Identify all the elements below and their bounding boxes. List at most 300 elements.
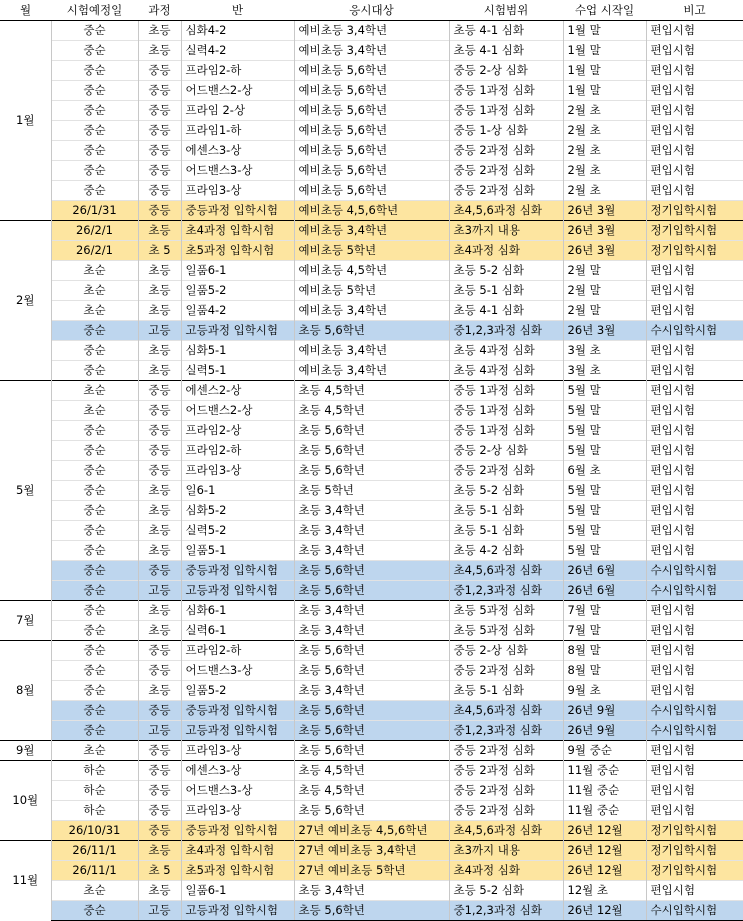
note-cell: 편입시험 [646, 81, 743, 101]
table-row [0, 601, 743, 621]
table-row [0, 241, 743, 261]
exam-date-cell: 중순 [51, 621, 138, 641]
start-date-cell: 3월 초 [563, 341, 646, 361]
course-cell: 중등 [138, 141, 181, 161]
class-cell: 고등과정 입학시험 [181, 721, 294, 741]
range-cell: 초4과정 심화 [449, 861, 563, 881]
class-cell: 실력5-1 [181, 361, 294, 381]
note-cell: 편입시험 [646, 501, 743, 521]
table-row [0, 101, 743, 121]
range-cell: 중등 2-상 심화 [449, 641, 563, 661]
note-cell: 편입시험 [646, 881, 743, 901]
range-cell: 중등 2과정 심화 [449, 801, 563, 821]
target-cell: 예비초등 5,6학년 [294, 81, 449, 101]
table-row [0, 281, 743, 301]
start-date-cell: 5월 말 [563, 521, 646, 541]
table-row [0, 201, 743, 221]
start-date-cell: 26년 3월 [563, 321, 646, 341]
exam-date-cell: 중순 [51, 441, 138, 461]
exam-date-cell: 26/2/1 [51, 221, 138, 241]
table-body [0, 21, 743, 921]
start-date-cell: 12월 초 [563, 881, 646, 901]
note-cell: 편입시험 [646, 61, 743, 81]
course-cell: 초등 [138, 261, 181, 281]
class-cell: 프라임 2-상 [181, 101, 294, 121]
target-cell: 초등 5,6학년 [294, 461, 449, 481]
class-cell: 중등과정 입학시험 [181, 201, 294, 221]
exam-date-cell: 중순 [51, 361, 138, 381]
class-cell: 어드밴스3-상 [181, 781, 294, 801]
exam-date-cell: 26/10/31 [51, 821, 138, 841]
table-row [0, 321, 743, 341]
note-cell: 편입시험 [646, 541, 743, 561]
exam-date-cell: 중순 [51, 581, 138, 601]
class-cell: 일품5-2 [181, 681, 294, 701]
range-cell: 중등 2과정 심화 [449, 181, 563, 201]
exam-date-cell: 중순 [51, 521, 138, 541]
start-date-cell: 2월 말 [563, 301, 646, 321]
range-cell: 초등 5-1 심화 [449, 681, 563, 701]
class-cell: 실력5-2 [181, 521, 294, 541]
target-cell: 예비초등 5,6학년 [294, 181, 449, 201]
target-cell: 27년 예비초등 3,4학년 [294, 841, 449, 861]
table-row [0, 261, 743, 281]
course-cell: 중등 [138, 821, 181, 841]
start-date-cell: 26년 9월 [563, 721, 646, 741]
course-cell: 중등 [138, 161, 181, 181]
range-cell: 중등 1-상 심화 [449, 121, 563, 141]
course-cell: 중등 [138, 121, 181, 141]
table-row [0, 461, 743, 481]
start-date-cell: 5월 말 [563, 541, 646, 561]
class-cell: 실력6-1 [181, 621, 294, 641]
class-cell: 심화5-2 [181, 501, 294, 521]
target-cell: 예비초등 5,6학년 [294, 61, 449, 81]
note-cell: 수시입학시험 [646, 901, 743, 921]
start-date-cell: 8월 말 [563, 661, 646, 681]
class-cell: 프라임3-상 [181, 181, 294, 201]
table-row [0, 381, 743, 401]
start-date-cell: 11월 중순 [563, 801, 646, 821]
note-cell: 편입시험 [646, 661, 743, 681]
table-row [0, 221, 743, 241]
target-cell: 초등 3,4학년 [294, 621, 449, 641]
target-cell: 초등 5,6학년 [294, 641, 449, 661]
exam-date-cell: 중순 [51, 341, 138, 361]
range-cell: 초등 5과정 심화 [449, 621, 563, 641]
course-cell: 중등 [138, 381, 181, 401]
table-row [0, 621, 743, 641]
course-cell: 초등 [138, 281, 181, 301]
class-cell: 일품5-2 [181, 281, 294, 301]
table-row [0, 141, 743, 161]
range-cell: 중1,2,3과정 심화 [449, 581, 563, 601]
start-date-cell: 11월 중순 [563, 781, 646, 801]
start-date-cell: 2월 초 [563, 121, 646, 141]
course-cell: 초등 [138, 21, 181, 41]
start-date-cell: 26년 6월 [563, 581, 646, 601]
target-cell: 초등 5,6학년 [294, 441, 449, 461]
range-cell: 중등 2과정 심화 [449, 761, 563, 781]
start-date-cell: 2월 초 [563, 161, 646, 181]
target-cell: 초등 5학년 [294, 481, 449, 501]
course-cell: 중등 [138, 421, 181, 441]
table-row [0, 161, 743, 181]
exam-date-cell: 중순 [51, 61, 138, 81]
class-cell: 프라임2-상 [181, 421, 294, 441]
start-date-cell: 5월 말 [563, 421, 646, 441]
start-date-cell: 26년 12월 [563, 861, 646, 881]
class-cell: 심화6-1 [181, 601, 294, 621]
exam-date-cell: 중순 [51, 21, 138, 41]
range-cell: 초4,5,6과정 심화 [449, 821, 563, 841]
range-cell: 초4과정 심화 [449, 241, 563, 261]
target-cell: 27년 예비초등 5학년 [294, 861, 449, 881]
header-class: 반 [181, 0, 294, 21]
header-row [0, 0, 743, 21]
month-cell: 10월 [0, 761, 51, 841]
target-cell: 초등 5,6학년 [294, 741, 449, 761]
range-cell: 중등 2과정 심화 [449, 661, 563, 681]
start-date-cell: 5월 말 [563, 481, 646, 501]
class-cell: 에센스3-상 [181, 141, 294, 161]
course-cell: 중등 [138, 661, 181, 681]
target-cell: 예비초등 3,4학년 [294, 21, 449, 41]
exam-date-cell: 중순 [51, 121, 138, 141]
range-cell: 초등 4과정 심화 [449, 361, 563, 381]
class-cell: 일품5-1 [181, 541, 294, 561]
note-cell: 정기입학시험 [646, 201, 743, 221]
note-cell: 정기입학시험 [646, 821, 743, 841]
course-cell: 초등 [138, 621, 181, 641]
exam-date-cell: 중순 [51, 321, 138, 341]
target-cell: 초등 3,4학년 [294, 521, 449, 541]
range-cell: 초3까지 내용 [449, 841, 563, 861]
range-cell: 초3까지 내용 [449, 221, 563, 241]
course-cell: 중등 [138, 201, 181, 221]
target-cell: 예비초등 3,4학년 [294, 341, 449, 361]
start-date-cell: 5월 말 [563, 381, 646, 401]
target-cell: 예비초등 5,6학년 [294, 101, 449, 121]
target-cell: 예비초등 5학년 [294, 281, 449, 301]
exam-date-cell: 26/11/1 [51, 841, 138, 861]
table-row [0, 881, 743, 901]
range-cell: 중1,2,3과정 심화 [449, 901, 563, 921]
table-row [0, 501, 743, 521]
course-cell: 초등 [138, 481, 181, 501]
target-cell: 초등 5,6학년 [294, 901, 449, 921]
course-cell: 초 5 [138, 861, 181, 881]
range-cell: 초등 5-1 심화 [449, 281, 563, 301]
exam-date-cell: 중순 [51, 701, 138, 721]
target-cell: 예비초등 3,4학년 [294, 361, 449, 381]
range-cell: 초등 4-1 심화 [449, 21, 563, 41]
start-date-cell: 26년 12월 [563, 821, 646, 841]
class-cell: 초5과정 입학시험 [181, 241, 294, 261]
exam-date-cell: 중순 [51, 421, 138, 441]
course-cell: 중등 [138, 741, 181, 761]
range-cell: 중1,2,3과정 심화 [449, 721, 563, 741]
month-cell: 5월 [0, 381, 51, 601]
table-row [0, 741, 743, 761]
exam-date-cell: 중순 [51, 721, 138, 741]
range-cell: 중등 2과정 심화 [449, 141, 563, 161]
exam-date-cell: 하순 [51, 781, 138, 801]
range-cell: 초등 4과정 심화 [449, 341, 563, 361]
class-cell: 고등과정 입학시험 [181, 581, 294, 601]
note-cell: 편입시험 [646, 381, 743, 401]
exam-date-cell: 중순 [51, 601, 138, 621]
course-cell: 중등 [138, 81, 181, 101]
class-cell: 중등과정 입학시험 [181, 821, 294, 841]
exam-date-cell: 중순 [51, 561, 138, 581]
target-cell: 초등 4,5학년 [294, 761, 449, 781]
target-cell: 초등 5,6학년 [294, 321, 449, 341]
target-cell: 예비초등 3,4학년 [294, 221, 449, 241]
course-cell: 초등 [138, 221, 181, 241]
range-cell: 초등 5-2 심화 [449, 481, 563, 501]
class-cell: 초4과정 입학시험 [181, 221, 294, 241]
month-cell: 8월 [0, 641, 51, 741]
course-cell: 중등 [138, 801, 181, 821]
target-cell: 예비초등 4,5,6학년 [294, 201, 449, 221]
range-cell: 중등 2과정 심화 [449, 461, 563, 481]
start-date-cell: 5월 말 [563, 441, 646, 461]
class-cell: 프라임3-상 [181, 461, 294, 481]
note-cell: 정기입학시험 [646, 841, 743, 861]
target-cell: 초등 5,6학년 [294, 581, 449, 601]
note-cell: 편입시험 [646, 361, 743, 381]
note-cell: 편입시험 [646, 781, 743, 801]
table-row [0, 581, 743, 601]
course-cell: 초등 [138, 521, 181, 541]
table-row [0, 641, 743, 661]
class-cell: 초4과정 입학시험 [181, 841, 294, 861]
course-cell: 중등 [138, 461, 181, 481]
range-cell: 중등 2과정 심화 [449, 781, 563, 801]
table-row [0, 61, 743, 81]
target-cell: 초등 4,5학년 [294, 381, 449, 401]
start-date-cell: 26년 12월 [563, 901, 646, 921]
table-row [0, 861, 743, 881]
table-row [0, 441, 743, 461]
exam-date-cell: 중순 [51, 181, 138, 201]
class-cell: 중등과정 입학시험 [181, 561, 294, 581]
course-cell: 중등 [138, 441, 181, 461]
course-cell: 초등 [138, 881, 181, 901]
range-cell: 초등 5-1 심화 [449, 521, 563, 541]
target-cell: 초등 3,4학년 [294, 501, 449, 521]
class-cell: 프라임3-상 [181, 741, 294, 761]
range-cell: 중등 1과정 심화 [449, 81, 563, 101]
table-row [0, 401, 743, 421]
table-row [0, 781, 743, 801]
range-cell: 초등 4-1 심화 [449, 301, 563, 321]
note-cell: 편입시험 [646, 181, 743, 201]
note-cell: 편입시험 [646, 741, 743, 761]
course-cell: 중등 [138, 641, 181, 661]
note-cell: 편입시험 [646, 621, 743, 641]
table-row [0, 181, 743, 201]
table-row [0, 701, 743, 721]
start-date-cell: 7월 말 [563, 601, 646, 621]
exam-date-cell: 중순 [51, 161, 138, 181]
note-cell: 정기입학시험 [646, 241, 743, 261]
note-cell: 편입시험 [646, 341, 743, 361]
class-cell: 프라임2-하 [181, 61, 294, 81]
month-cell: 2월 [0, 221, 51, 381]
month-cell: 9월 [0, 741, 51, 761]
course-cell: 초등 [138, 341, 181, 361]
note-cell: 수시입학시험 [646, 581, 743, 601]
table-row [0, 301, 743, 321]
start-date-cell: 26년 3월 [563, 221, 646, 241]
note-cell: 편입시험 [646, 761, 743, 781]
range-cell: 중등 1과정 심화 [449, 381, 563, 401]
table-row [0, 841, 743, 861]
class-cell: 에센스2-상 [181, 381, 294, 401]
target-cell: 초등 4,5학년 [294, 781, 449, 801]
class-cell: 프라임1-하 [181, 121, 294, 141]
exam-date-cell: 26/1/31 [51, 201, 138, 221]
class-cell: 일6-1 [181, 481, 294, 501]
note-cell: 편입시험 [646, 401, 743, 421]
target-cell: 초등 5,6학년 [294, 421, 449, 441]
class-cell: 고등과정 입학시험 [181, 901, 294, 921]
table-row [0, 121, 743, 141]
table-row [0, 661, 743, 681]
target-cell: 예비초등 4,5학년 [294, 261, 449, 281]
course-cell: 초등 [138, 361, 181, 381]
target-cell: 초등 3,4학년 [294, 881, 449, 901]
start-date-cell: 2월 초 [563, 141, 646, 161]
target-cell: 예비초등 3,4학년 [294, 41, 449, 61]
target-cell: 초등 3,4학년 [294, 541, 449, 561]
start-date-cell: 7월 말 [563, 621, 646, 641]
table-row [0, 81, 743, 101]
course-cell: 초등 [138, 681, 181, 701]
start-date-cell: 26년 12월 [563, 841, 646, 861]
start-date-cell: 2월 초 [563, 101, 646, 121]
target-cell: 예비초등 3,4학년 [294, 301, 449, 321]
course-cell: 중등 [138, 61, 181, 81]
target-cell: 초등 3,4학년 [294, 681, 449, 701]
exam-date-cell: 중순 [51, 901, 138, 921]
note-cell: 편입시험 [646, 441, 743, 461]
exam-date-cell: 초순 [51, 261, 138, 281]
course-cell: 초등 [138, 601, 181, 621]
class-cell: 고등과정 입학시험 [181, 321, 294, 341]
note-cell: 편입시험 [646, 601, 743, 621]
start-date-cell: 1월 말 [563, 41, 646, 61]
exam-date-cell: 26/11/1 [51, 861, 138, 881]
month-cell: 11월 [0, 841, 51, 921]
target-cell: 초등 5,6학년 [294, 661, 449, 681]
table-row [0, 421, 743, 441]
table-row [0, 481, 743, 501]
note-cell: 편입시험 [646, 41, 743, 61]
note-cell: 편입시험 [646, 21, 743, 41]
header-target: 응시대상 [294, 0, 449, 21]
note-cell: 편입시험 [646, 121, 743, 141]
header-exam-date: 시험예정일 [51, 0, 138, 21]
exam-date-cell: 중순 [51, 41, 138, 61]
range-cell: 초4,5,6과정 심화 [449, 561, 563, 581]
start-date-cell: 2월 말 [563, 261, 646, 281]
note-cell: 편입시험 [646, 301, 743, 321]
header-month: 월 [0, 0, 51, 21]
course-cell: 중등 [138, 401, 181, 421]
course-cell: 중등 [138, 701, 181, 721]
range-cell: 초등 5-2 심화 [449, 881, 563, 901]
start-date-cell: 6월 초 [563, 461, 646, 481]
start-date-cell: 26년 3월 [563, 201, 646, 221]
course-cell: 중등 [138, 181, 181, 201]
table-row [0, 41, 743, 61]
table-row [0, 721, 743, 741]
note-cell: 편입시험 [646, 141, 743, 161]
course-cell: 고등 [138, 321, 181, 341]
course-cell: 고등 [138, 581, 181, 601]
class-cell: 프라임3-상 [181, 801, 294, 821]
exam-date-cell: 초순 [51, 381, 138, 401]
start-date-cell: 9월 중순 [563, 741, 646, 761]
start-date-cell: 1월 말 [563, 21, 646, 41]
class-cell: 일품6-1 [181, 261, 294, 281]
class-cell: 어드밴스3-상 [181, 161, 294, 181]
table-row [0, 681, 743, 701]
table-row [0, 561, 743, 581]
course-cell: 초등 [138, 41, 181, 61]
table-row [0, 521, 743, 541]
class-cell: 어드밴스2-상 [181, 81, 294, 101]
note-cell: 수시입학시험 [646, 321, 743, 341]
course-cell: 고등 [138, 721, 181, 741]
header-range: 시험범위 [449, 0, 563, 21]
table-row [0, 801, 743, 821]
class-cell: 초5과정 입학시험 [181, 861, 294, 881]
target-cell: 초등 5,6학년 [294, 801, 449, 821]
range-cell: 중1,2,3과정 심화 [449, 321, 563, 341]
range-cell: 중등 1과정 심화 [449, 101, 563, 121]
note-cell: 편입시험 [646, 281, 743, 301]
start-date-cell: 8월 말 [563, 641, 646, 661]
exam-date-cell: 하순 [51, 761, 138, 781]
table-row [0, 901, 743, 921]
class-cell: 프라임2-하 [181, 441, 294, 461]
start-date-cell: 26년 3월 [563, 241, 646, 261]
note-cell: 편입시험 [646, 421, 743, 441]
course-cell: 초등 [138, 841, 181, 861]
class-cell: 에센스3-상 [181, 761, 294, 781]
class-cell: 중등과정 입학시험 [181, 701, 294, 721]
note-cell: 편입시험 [646, 521, 743, 541]
start-date-cell: 11월 중순 [563, 761, 646, 781]
range-cell: 초등 4-1 심화 [449, 41, 563, 61]
target-cell: 예비초등 5,6학년 [294, 161, 449, 181]
note-cell: 편입시험 [646, 101, 743, 121]
table-row [0, 341, 743, 361]
exam-date-cell: 중순 [51, 141, 138, 161]
class-cell: 일품4-2 [181, 301, 294, 321]
target-cell: 초등 5,6학년 [294, 721, 449, 741]
exam-date-cell: 중순 [51, 481, 138, 501]
table-row [0, 21, 743, 41]
course-cell: 중등 [138, 101, 181, 121]
note-cell: 정기입학시험 [646, 221, 743, 241]
exam-date-cell: 하순 [51, 801, 138, 821]
note-cell: 편입시험 [646, 801, 743, 821]
